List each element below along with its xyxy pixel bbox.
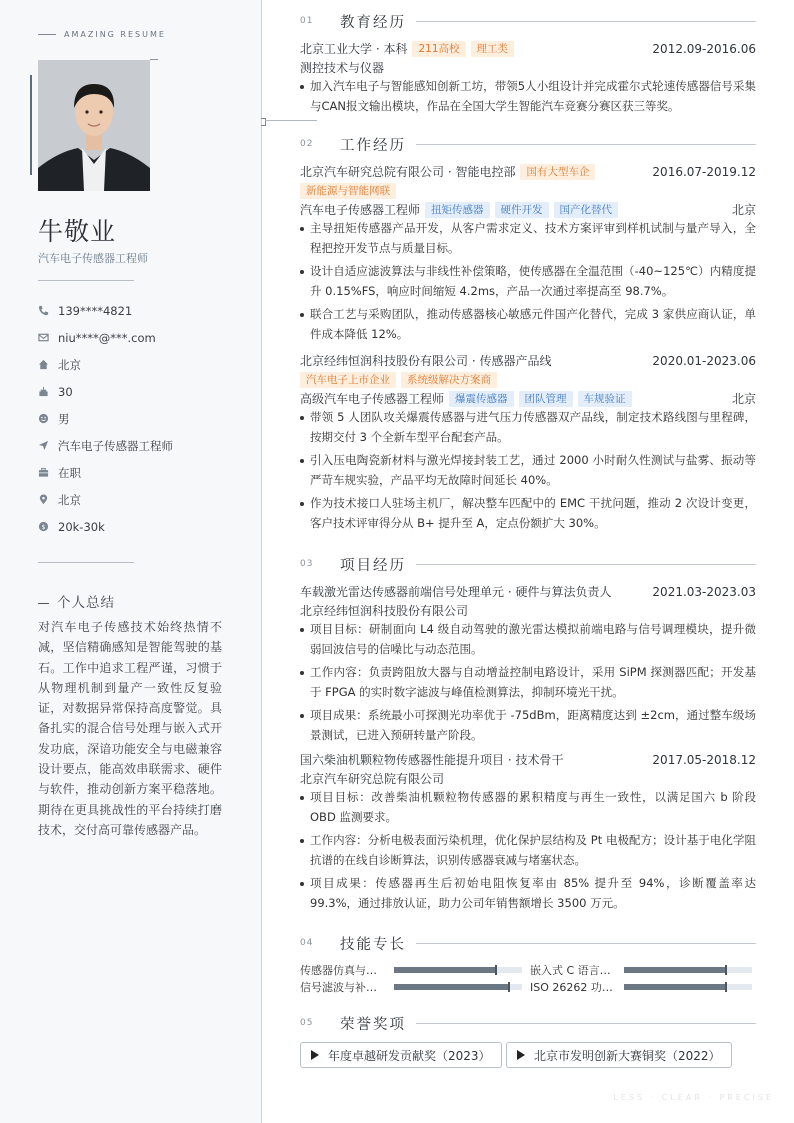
position-text: 汽车电子传感器工程师 [58,438,173,453]
section-number: 03 [300,559,314,569]
work-role-group [300,390,632,407]
skill-bar-fill [624,967,726,973]
work-company-group [300,163,595,180]
skill-bar [394,967,522,973]
project-date: 2017.05-2018.12 [652,752,756,767]
work-company: 北京汽车研究总院有限公司 · 智能电控部 [300,165,516,179]
education-tag: 理工类 [471,41,515,57]
education-bullet: 加入汽车电子与智能感知创新工坊，带领5人小组设计并完成霍尔式轮速传感器信号采集与CAN报文输出模块，作品在全国大学生智能汽车竞赛分赛区获三等奖。 [300,77,756,116]
skill-bar-fill [394,967,496,973]
work-bullet: 作为技术接口人驻场主机厂，解决整车匹配中的 EMC 干扰问题，推动 2 次设计变更，客户技术评审得分从 B+ 提升至 A，定点份额扩大 30%。 [300,494,756,533]
project-header-row [300,582,756,601]
skill-bar [624,984,752,990]
send-icon [38,440,58,451]
status-text: 在职 [58,465,81,480]
role-tag: 团队管理 [519,391,573,407]
smile-icon [38,413,58,424]
decor-line [265,120,317,121]
work-bullet: 联合工艺与采购团队，推动传感器核心敏感元件国产化替代，完成 3 家供应商认证，单件成本降低 12%。 [300,305,756,344]
section-title: 教育经历 [340,14,406,31]
decor-line [150,59,158,60]
company-tag: 汽车电子上市企业 [300,372,396,388]
info-phone [38,297,248,324]
section-number: 05 [300,1018,314,1028]
project-bullet: 项目目标：研制面向 L4 级自动驾驶的激光雷达模拟前端电路与信号调理模块，提升微弱回波信号的信噪比与动态范围。 [300,620,756,659]
work-company-group [300,352,551,369]
work-role: 高级汽车电子传感器工程师 [300,392,445,406]
skill-bar [624,967,752,973]
section-project-header [300,554,756,574]
section-title: 技能专长 [340,936,406,953]
section-skills-header [300,933,756,953]
email-text: niu****@***.com [58,330,156,345]
salary-text: 20k-30k [58,519,105,534]
skill-item [530,962,752,978]
section-awards-header [300,1013,756,1033]
section-rule [416,21,756,22]
project-header-row [300,750,756,769]
info-salary [38,513,248,540]
education-date: 2012.09-2016.06 [652,41,756,56]
section-rule [416,564,756,565]
location-icon [38,494,58,505]
cake-icon [38,386,58,397]
company-tag: 新能源与智能网联 [300,183,396,199]
education-school-group [300,40,514,57]
work-tag-group [300,372,497,388]
project-bullet: 项目成果：传感器再生后初始电阻恢复率由 85% 提升至 94%，诊断覆盖率达 99.3%，通过排放认证，助力公司年销售额增长 3500 万元。 [300,874,756,913]
summary-text: 对汽车电子传感技术始终热情不减，坚信精确感知是智能驾驶的基石。工作中追求工程严谨，习惯于从物理机制到量产一致性反复验证，对数据异常保持高度警觉。具备扎实的混合信号处理与嵌入式开发功底，深谙功能安全与电磁兼容设计要点，能高效串联需求、硬件与软件，推动创新方案平稳落地。期待在更具挑战性的平台持续打磨技术，交付高可靠传感器产品。 [38,620,222,837]
work-date: 2020.01-2023.06 [652,353,756,368]
education-entry [300,39,756,120]
phone-icon [38,305,58,316]
photo-frame-line [30,75,32,175]
summary-title: 个人总结 [57,595,115,611]
contact-info [38,297,248,540]
work-role: 汽车电子传感器工程师 [300,203,421,217]
skill-item [530,979,752,995]
triangle-icon [517,1050,525,1060]
info-status [38,459,248,486]
section-number: 04 [300,938,314,948]
section-work-header [300,134,756,154]
role-tag: 国产化替代 [554,202,619,218]
skill-label: 嵌入式 C 语言… [530,964,611,977]
education-header-row [300,39,756,58]
brand [38,30,166,39]
phone-text: 139****4821 [58,303,133,318]
project-bullet: 项目目标：改善柴油机颗粒物传感器的累积精度与再生一致性，以满足国六 b 阶段 OBD 监测要求。 [300,788,756,827]
section-title: 工作经历 [340,137,406,154]
section-title: 荣誉奖项 [340,1016,406,1033]
role-tag: 车规验证 [578,391,632,407]
svg-text:$: $ [41,522,46,531]
skill-bar-marker [725,982,727,992]
role-tag: 硬件开发 [495,202,549,218]
project-name: 车载激光雷达传感器前端信号处理单元 · 硬件与算法负责人 [300,585,612,599]
work-tag-row [300,370,756,389]
education-major: 测控技术与仪器 [300,61,385,75]
project-name: 国六柴油机颗粒物传感器性能提升项目 · 技术骨干 [300,753,564,767]
age-text: 30 [58,384,73,399]
skill-item [300,979,522,995]
mail-icon [38,332,58,343]
work-company: 北京经纬恒润科技股份有限公司 · 传感器产品线 [300,354,552,368]
section-number: 01 [300,16,314,26]
info-gender [38,405,248,432]
project-company-row [300,769,756,788]
divider [38,562,134,563]
avatar [38,60,150,191]
company-tag: 国有大型车企 [520,164,595,180]
project-bullet: 工作内容：分析电极表面污染机理，优化保护层结构及 Pt 电极配方；设计基于电化学阻抗谱的在线自诊断算法，识别传感器衰减与堵塞状态。 [300,831,756,870]
sidebar [0,0,262,1123]
award-item [300,1042,502,1068]
section-rule [416,144,756,145]
work-city: 北京 [731,203,756,217]
work-tag-row [300,181,756,200]
project-entry [300,750,756,917]
section-education-header [300,11,756,31]
money-icon [38,521,58,532]
home-icon [38,359,58,370]
section-rule [416,943,756,944]
project-date: 2021.03-2023.03 [652,584,756,599]
skill-bar-marker [495,965,497,975]
work-entry [300,162,756,348]
project-bullet: 工作内容：负责跨阻放大器与自动增益控制电路设计，采用 SiPM 探测器匹配；开发基于 FPGA 的实时数字滤波与峰值检测算法，抑制环境光干扰。 [300,663,756,702]
work-role-group [300,201,618,218]
home-text: 北京 [58,357,81,372]
briefcase-icon [38,467,58,478]
work-role-row [300,389,756,408]
project-entry [300,582,756,749]
footer-watermark: LESS · CLEAR · PRECISE [613,1093,774,1102]
award-item [506,1042,732,1068]
section-title: 项目经历 [340,557,406,574]
section-rule [416,1023,756,1024]
skill-bar-marker [725,965,727,975]
work-bullet: 主导扭矩传感器产品开发，从客户需求定义、技术方案评审到样机试制与量产导入，全程把控开发节点与质量目标。 [300,219,756,258]
info-position [38,432,248,459]
section-number: 02 [300,139,314,149]
summary-heading [38,591,115,611]
info-home [38,351,248,378]
work-city: 北京 [731,392,756,406]
skill-label: 信号滤波与补… [300,981,377,994]
education-major-row [300,58,756,77]
award-text: 北京市发明创新大赛铜奖（2022） [534,1048,721,1063]
project-company: 北京汽车研究总院有限公司 [300,772,445,786]
role-tag: 爆震传感器 [449,391,514,407]
info-email [38,324,248,351]
profile-title: 汽车电子传感器工程师 [38,252,148,265]
project-company: 北京经纬恒润科技股份有限公司 [300,604,469,618]
info-age [38,378,248,405]
education-school: 北京工业大学 · 本科 [300,42,408,56]
award-text: 年度卓越研发贡献奖（2023） [328,1048,491,1063]
info-location [38,486,248,513]
gender-text: 男 [58,411,70,426]
project-company-row [300,601,756,620]
company-tag: 系统级解决方案商 [401,372,497,388]
role-tag: 扭矩传感器 [425,202,490,218]
brand-text: AMAZING RESUME [64,30,166,39]
education-tag: 211高校 [412,41,465,57]
work-bullet: 设计自适应滤波算法与非线性补偿策略，使传感器在全温范围（-40~125℃）内精度提升 0.15%FS，响应时间缩短 4.2ms，产品一次通过率提高至 98.7%。 [300,262,756,301]
work-date: 2016.07-2019.12 [652,164,756,179]
skill-bar-fill [394,984,509,990]
work-role-row [300,200,756,219]
skill-label: ISO 26262 功… [530,981,613,994]
project-bullet: 项目成果：系统最小可探测光功率优于 -75dBm，距离精度达到 ±2cm，通过整车级场景测试，已进入预研转量产阶段。 [300,706,756,745]
skill-bar-fill [624,984,726,990]
location-text: 北京 [58,492,81,507]
work-bullet: 带领 5 人团队攻关爆震传感器与进气压力传感器双产品线，制定技术路线图与里程碑，按期交付 3 个全新车型平台配套产品。 [300,408,756,447]
work-company-row [300,351,756,370]
skill-item [300,962,522,978]
work-bullet: 引入压电陶瓷新材料与激光焊接封装工艺，通过 2000 小时耐久性测试与盐雾、振动等严苛车规实验，产品平均无故障时间延长 40%。 [300,451,756,490]
work-entry [300,351,756,537]
skill-bar [394,984,522,990]
triangle-icon [311,1050,319,1060]
divider [38,280,134,281]
skill-bar-marker [508,982,510,992]
skill-label: 传感器仿真与… [300,964,377,977]
profile-name: 牛敬业 [38,217,117,246]
work-company-row [300,162,756,181]
